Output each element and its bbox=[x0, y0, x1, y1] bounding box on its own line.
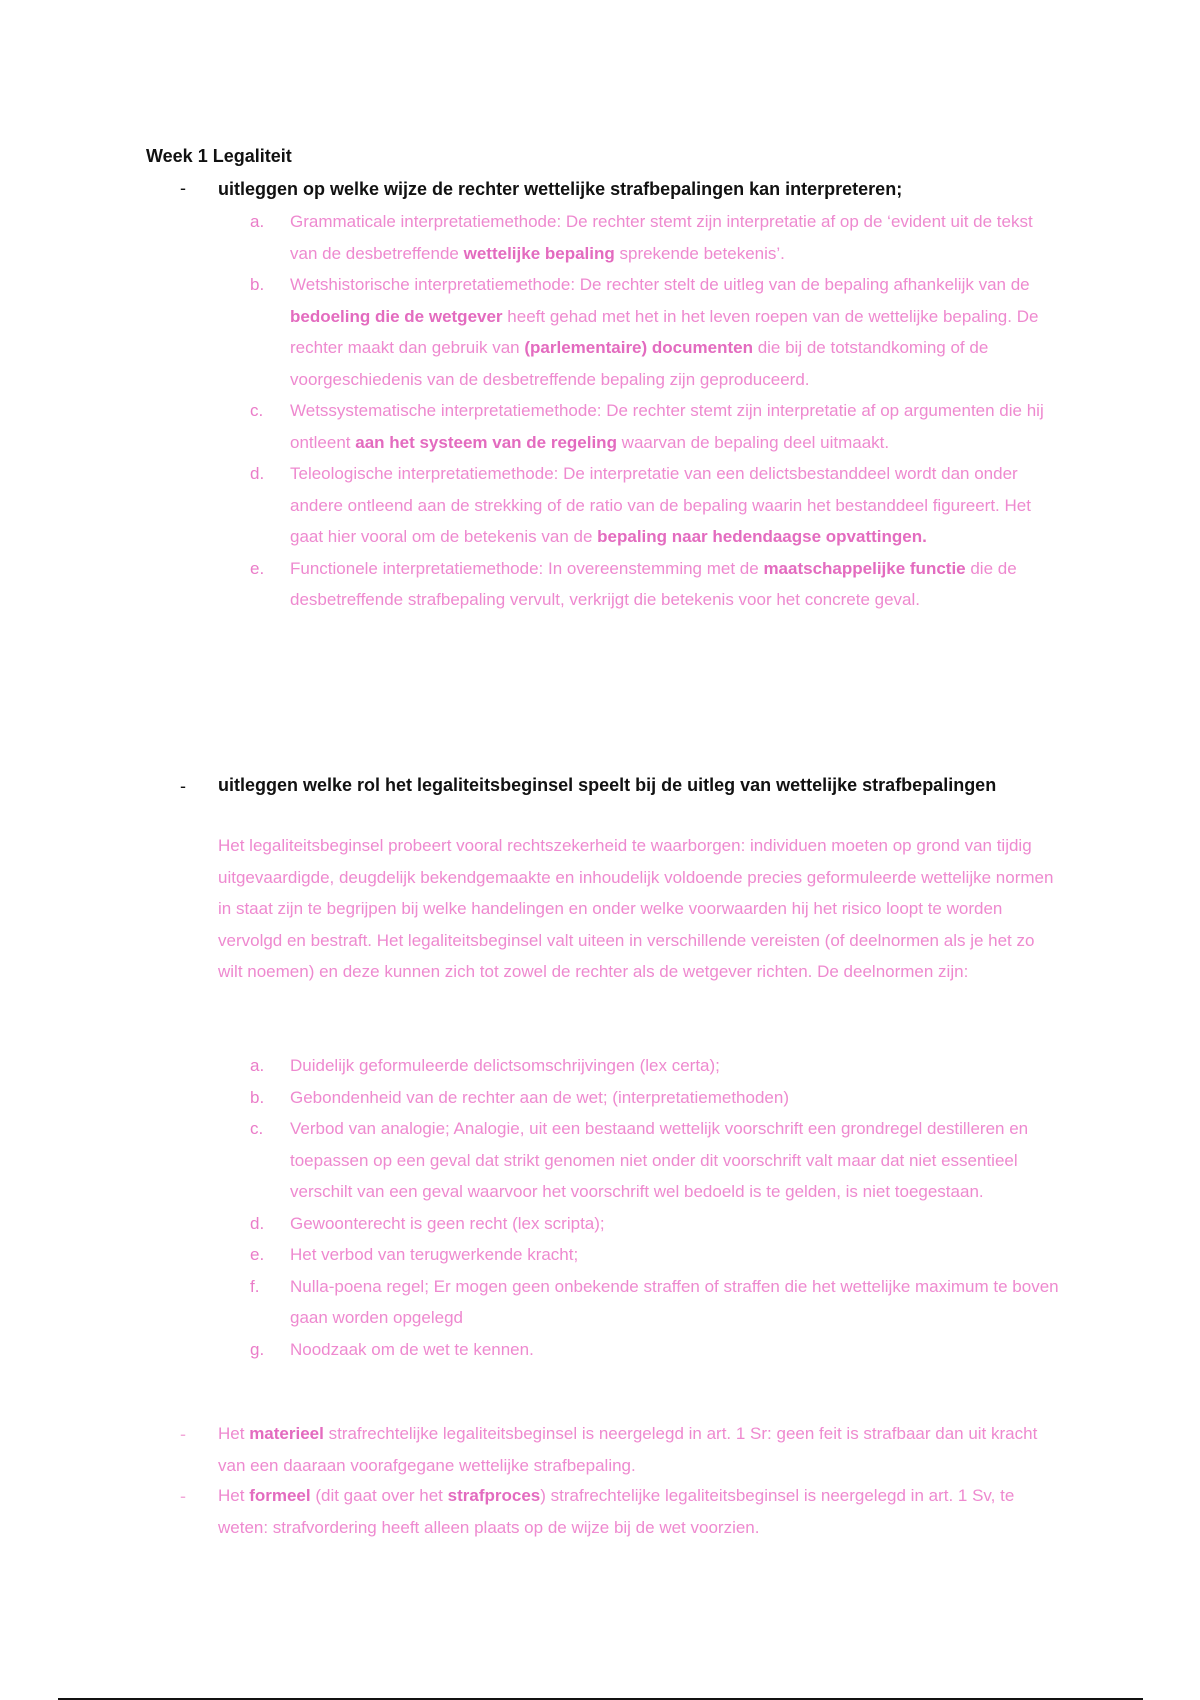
item-emphasis: bepaling naar hedendaagse opvattingen. bbox=[597, 527, 927, 546]
item-emphasis: bedoeling die de wetgever bbox=[290, 306, 503, 326]
item-text: die de desbetreffende strafbepaling vervult, verkrijgt die betekenis voor het concrete geval. bbox=[290, 558, 1017, 609]
item-text: Functionele interpretatiemethode: In overeenstemming met de bbox=[290, 558, 764, 578]
item-text: Het verbod van terugwerkende kracht; bbox=[290, 1245, 579, 1264]
formal-legality-paragraph bbox=[218, 1480, 1058, 1543]
item-text: die bij de totstandkoming of de voorgeschiedenis van de desbetreffende bepaling zijn geproduceerd. bbox=[290, 338, 989, 389]
list-item bbox=[250, 206, 1062, 269]
para-text: strafrechtelijke legaliteitsbeginsel is neergelegd in art. 1 Sr: geen feit is strafbaar dan uit kracht van een daaraan voorafgegane wettelijke strafbepaling. bbox=[218, 1424, 1038, 1475]
list-letter: g. bbox=[250, 1339, 265, 1359]
item-emphasis: aan het systeem van de regeling bbox=[355, 432, 617, 452]
list-item bbox=[250, 1050, 1062, 1082]
item-emphasis: wettelijke bepaling bbox=[463, 243, 615, 263]
section-heading-legality: uitleggen welke rol het legaliteitsbeginsel speelt bij de uitleg van wettelijke strafbepalingen bbox=[218, 775, 997, 795]
item-text: Verbod van analogie; Analogie, uit een bestaand wettelijk voorschrift een grondregel destilleren en toepassen op een geval dat strikt genomen niet onder dit voorschrift valt maar dat niet essentieel verschilt van een geval waarvoor het voorschrift wel bedoeld is te gelden, is niet toegestaan. bbox=[290, 1119, 1029, 1201]
item-text: Nulla-poena regel; Er mogen geen onbekende straffen of straffen die het wettelijke maximum te boven gaan worden opgelegd bbox=[290, 1276, 1059, 1327]
item-text: Grammaticale interpretatiemethode: De rechter stemt zijn interpretatie af op de ‘evident uit de tekst van de desbetreffende bbox=[290, 212, 1033, 263]
item-text: waarvan de bepaling deel uitmaakt. bbox=[616, 432, 890, 452]
list-item bbox=[250, 269, 1062, 395]
list-letter: a. bbox=[250, 1056, 265, 1075]
list-letter: b. bbox=[250, 1087, 265, 1107]
list-letter: a. bbox=[250, 212, 265, 231]
item-text: Wetssystematische interpretatiemethode: De rechter stemt zijn interpretatie af op argumenten die hij ontleent bbox=[290, 401, 1044, 452]
para-text: (dit gaat over het bbox=[310, 1486, 448, 1505]
list-letter: d. bbox=[250, 1213, 265, 1233]
item-text: Gewoonterecht is geen recht (lex scripta); bbox=[290, 1213, 605, 1233]
list-item bbox=[250, 1239, 1062, 1271]
list-letter: e. bbox=[250, 558, 265, 578]
interpretation-methods-list bbox=[250, 206, 1062, 616]
item-text: Wetshistorische interpretatiemethode: De rechter stelt de uitleg van de bepaling afhankelijk van de bbox=[290, 275, 1030, 294]
para-emphasis: formeel bbox=[249, 1486, 311, 1505]
list-letter: d. bbox=[250, 464, 265, 483]
list-item bbox=[250, 1271, 1062, 1334]
bullet-dash: - bbox=[180, 1486, 186, 1506]
bullet-dash: - bbox=[180, 178, 186, 198]
para-text: ) strafrechtelijke legaliteitsbeginsel is neergelegd in art. 1 Sv, te weten: strafvordering heeft alleen plaats op de wijze bij de wet voorzien. bbox=[218, 1486, 1015, 1537]
item-text: heeft gehad met het in het leven roepen van de wettelijke bepaling. De rechter maakt dan gebruik van bbox=[290, 306, 1039, 357]
list-item bbox=[250, 1334, 1062, 1366]
list-letter: c. bbox=[250, 1119, 264, 1138]
list-item bbox=[250, 395, 1062, 458]
list-item bbox=[250, 458, 1062, 553]
para-emphasis: materieel bbox=[249, 1424, 324, 1443]
item-text: Noodzaak om de wet te kennen. bbox=[290, 1339, 534, 1359]
item-text: Teleologische interpretatiemethode: De interpretatie van een delictsbestanddeel wordt dan onder andere ontleend aan de strekking of de ratio van de bepaling waarin het bestanddeel figureert. Het gaat hier vooral om de betekenis van de bbox=[290, 464, 1031, 546]
item-text: Gebondenheid van de rechter aan de wet; (interpretatiemethoden) bbox=[290, 1087, 789, 1107]
item-emphasis: maatschappelijke functie bbox=[763, 558, 966, 578]
item-emphasis: (parlementaire) documenten bbox=[524, 338, 753, 357]
bullet-dash: - bbox=[180, 776, 186, 796]
list-letter: f. bbox=[250, 1276, 260, 1296]
bullet-dash: - bbox=[180, 1424, 186, 1444]
section-heading-interpretation: uitleggen op welke wijze de rechter wettelijke strafbepalingen kan interpreteren; bbox=[218, 179, 903, 199]
item-text: Duidelijk geformuleerde delictsomschrijvingen (lex certa); bbox=[290, 1056, 720, 1075]
sub-norms-list bbox=[250, 1050, 1062, 1365]
material-legality-paragraph bbox=[218, 1418, 1058, 1481]
list-letter: e. bbox=[250, 1245, 265, 1264]
list-item bbox=[250, 553, 1062, 616]
list-item bbox=[250, 1082, 1062, 1114]
para-text: Het bbox=[218, 1424, 250, 1443]
item-text: sprekende betekenis’. bbox=[614, 243, 785, 263]
list-letter: c. bbox=[250, 401, 264, 420]
para-emphasis: strafproces bbox=[447, 1486, 541, 1505]
list-item bbox=[250, 1208, 1062, 1240]
list-item bbox=[250, 1113, 1062, 1208]
list-letter: b. bbox=[250, 275, 265, 294]
legality-paragraph: Het legaliteitsbeginsel probeert vooral rechtszekerheid te waarborgen: individuen moeten op grond van tijdig uitgevaardigde, deugdelijk bekendgemaakte en inhoudelijk voldoende precies geformuleerde wettelijke normen in staat zijn te begrijpen bij welke handelingen en onder welke voorwaarden hij het risico loopt te worden vervolgd en bestraft. Het legaliteitsbeginsel valt uiteen in verschillende vereisten (of deelnormen als je het zo wilt noemen) en deze kunnen zich tot zowel de rechter als de wetgever richten. De deelnormen zijn: bbox=[218, 836, 1054, 981]
para-text: Het bbox=[218, 1486, 250, 1505]
page-title: Week 1 Legaliteit bbox=[146, 146, 292, 166]
